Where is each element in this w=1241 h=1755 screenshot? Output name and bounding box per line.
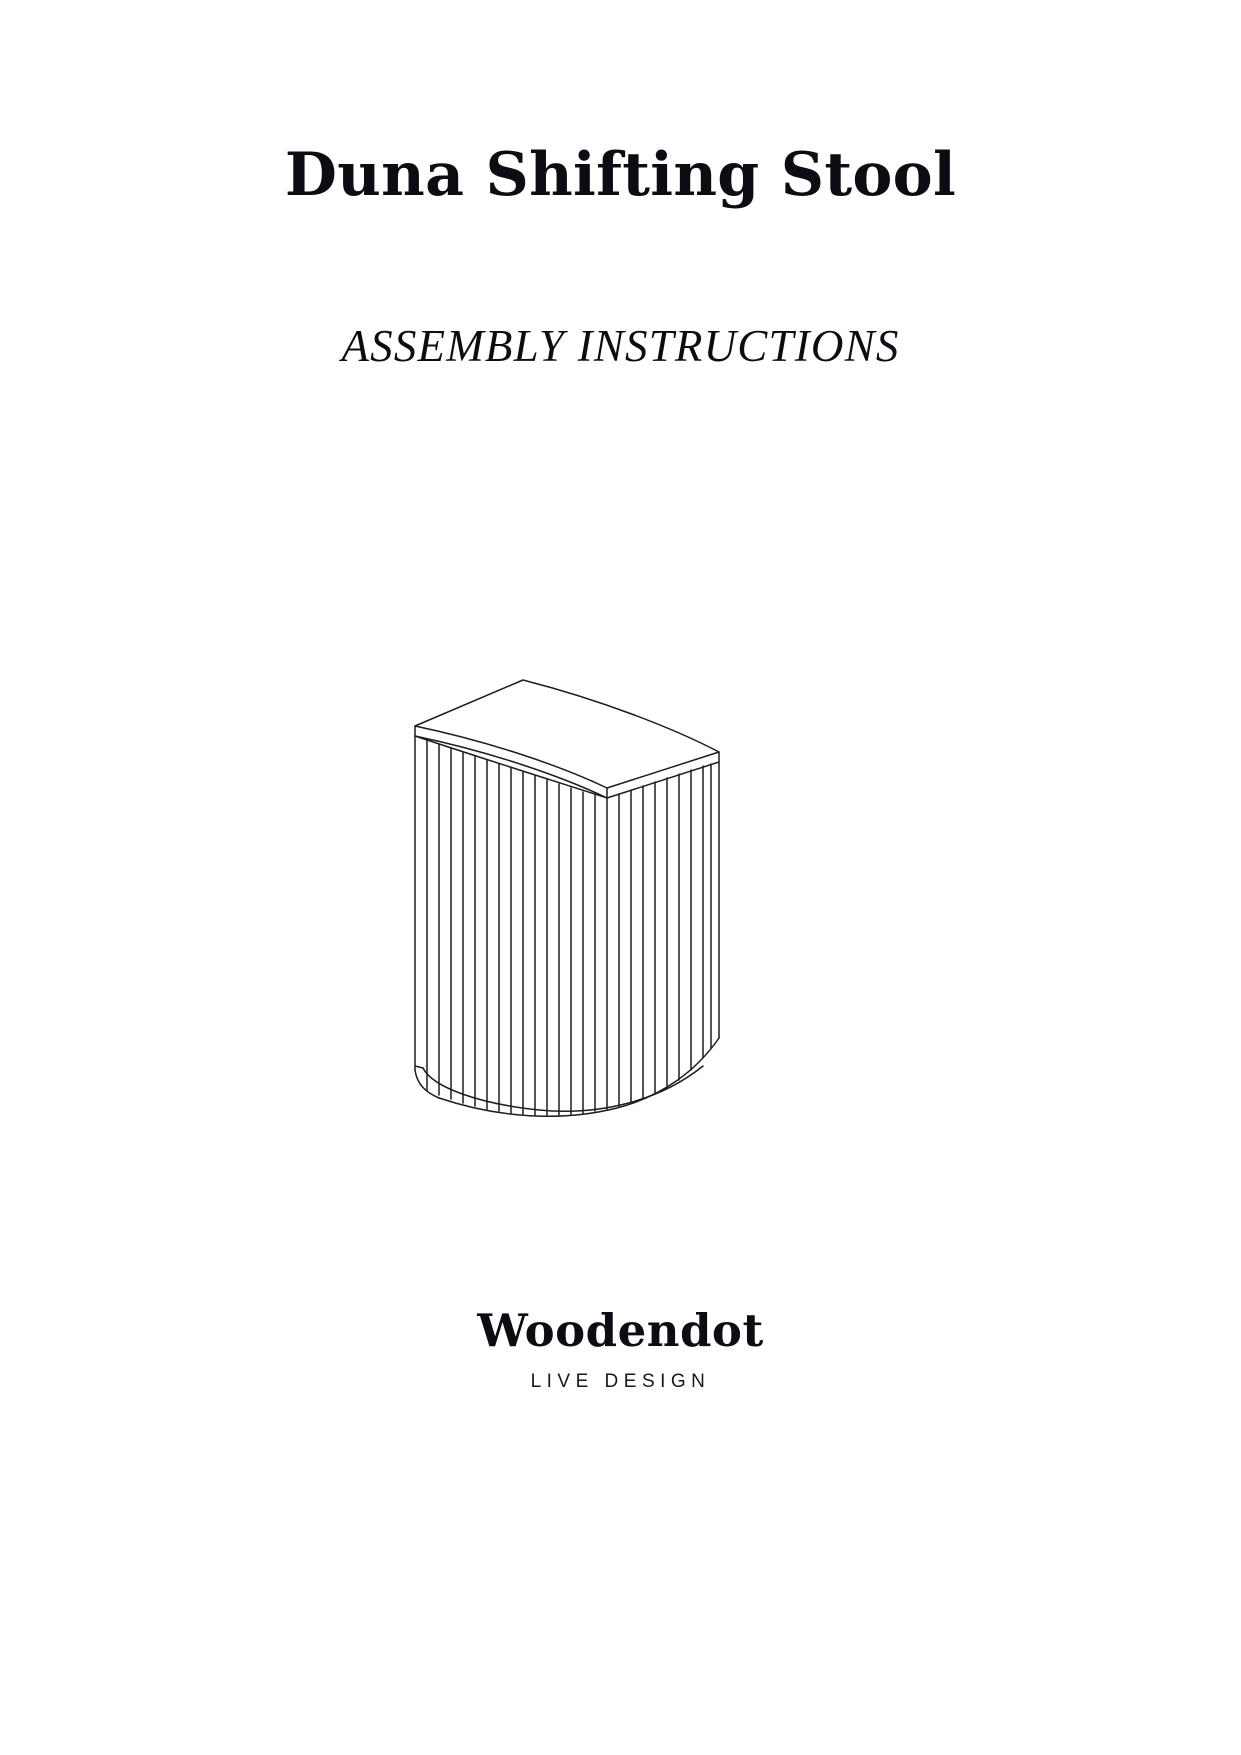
product-illustration: [0, 670, 1241, 1130]
page-title: Duna Shifting Stool: [284, 140, 957, 210]
brand-logo: [0, 1304, 1241, 1393]
page-subtitle: ASSEMBLY INSTRUCTIONS: [341, 321, 900, 372]
brand-tagline: LIVE DESIGN: [530, 1371, 711, 1392]
brand-name: Woodendot: [477, 1304, 764, 1357]
